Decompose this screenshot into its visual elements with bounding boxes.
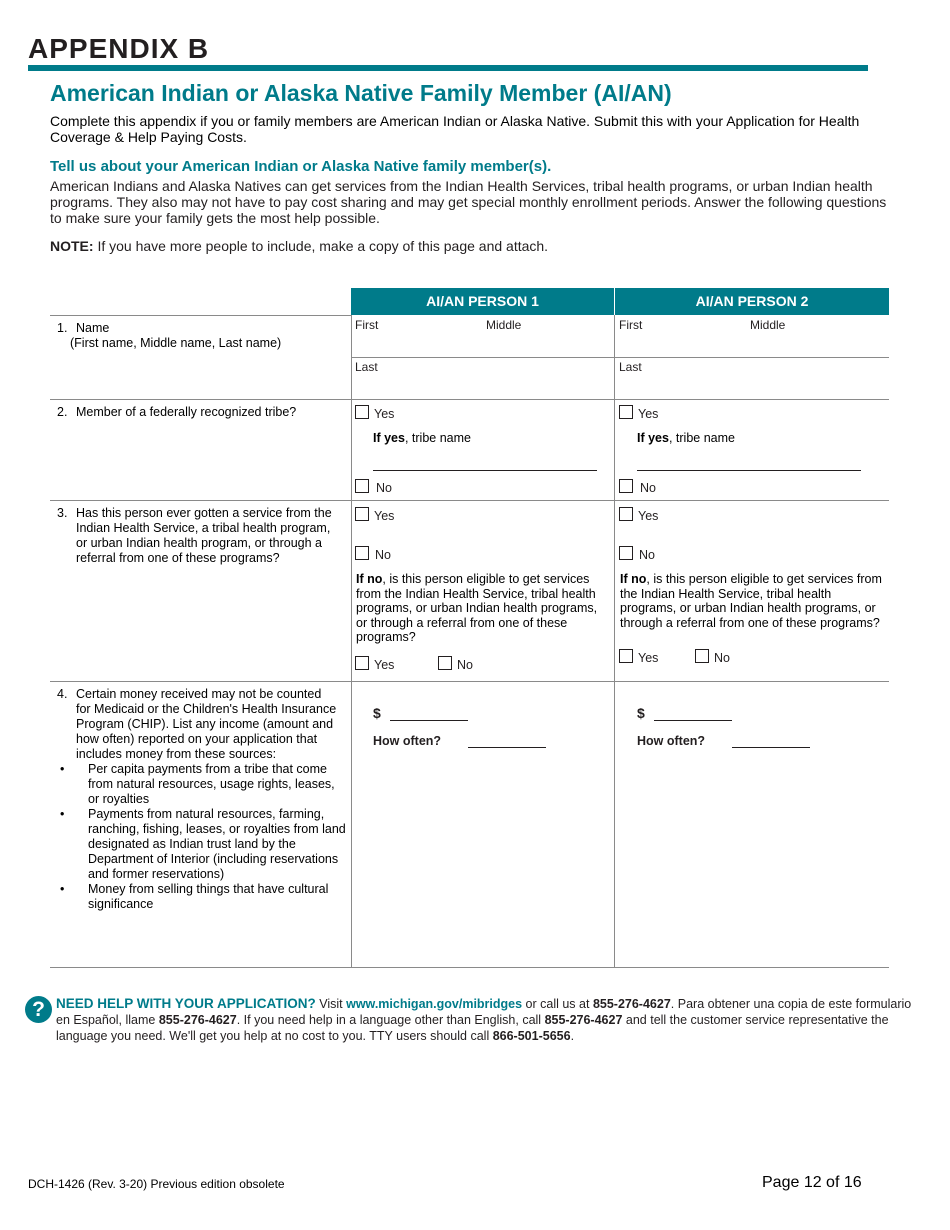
table-rule — [50, 315, 351, 316]
tribe-member-yes-checkbox[interactable] — [619, 405, 633, 419]
how-often-label: How often? — [637, 734, 706, 748]
column-header-person-2: AI/AN PERSON 2 — [615, 288, 889, 315]
income-source-list — [57, 762, 347, 912]
ihs-service-no-checkbox[interactable] — [355, 546, 369, 560]
person-2-how-often-input[interactable] — [732, 730, 810, 747]
eligible-yes-checkbox[interactable] — [619, 649, 633, 663]
person-1-how-often-input[interactable] — [468, 730, 546, 747]
help-tty-phone: 866-501-5656 — [492, 1029, 571, 1043]
yes-label: Yes — [374, 407, 395, 421]
middle-name-label: Middle — [750, 318, 786, 332]
yes-label: Yes — [638, 407, 659, 421]
column-divider — [614, 315, 615, 967]
table-rule — [50, 681, 889, 682]
table-rule — [351, 357, 889, 358]
question-number: 2. — [57, 405, 68, 419]
question-text: Has this person ever gotten a service from the Indian Health Service, a tribal health program, or urban Indian health program, or through a referral from one of these programs? — [76, 506, 332, 565]
if-yes-text — [373, 431, 471, 446]
column-header-person-1: AI/AN PERSON 1 — [351, 288, 614, 315]
page-number: Page 12 of 16 — [762, 1174, 862, 1191]
tribe-member-no-checkbox[interactable] — [355, 479, 369, 493]
if-yes-bold: If yes — [637, 431, 669, 445]
help-section — [56, 996, 916, 1044]
help-call: or call us at — [522, 997, 593, 1011]
no-label: No — [375, 548, 391, 562]
eligible-no-checkbox[interactable] — [438, 656, 452, 670]
list-item: • Payments from natural resources, farming, ranching, fishing, leases, or royalties from land designated as Indian trust land by the Department of Interior (including reservations and former reservations) — [57, 807, 347, 882]
middle-name-label: Middle — [486, 318, 522, 332]
intro-text: Complete this appendix if you or family members are American Indian or Alaska Native. Submit this with your Application for Health Coverage & Help Paying Costs. — [50, 113, 860, 145]
last-name-label: Last — [355, 360, 378, 374]
how-often-label: How often? — [373, 734, 442, 748]
section-heading: Tell us about your American Indian or Alaska Native family member(s). — [50, 158, 552, 175]
how-often-line — [732, 747, 810, 748]
no-label: No — [457, 658, 473, 672]
dollar-sign: $ — [637, 705, 645, 721]
list-item: • Per capita payments from a tribe that come from natural resources, usage rights, leases, or royalties — [57, 762, 347, 807]
section-body: American Indians and Alaska Natives can get services from the Indian Health Services, tribal health programs, or urban Indian health programs. They also may not have to pay cost sharing and may get special monthly enrollment periods. Answer the following questions to make sure your family gets the most help possible. — [50, 178, 887, 226]
ihs-service-yes-checkbox[interactable] — [355, 507, 369, 521]
if-yes-text — [637, 431, 735, 446]
if-no-bold: If no — [356, 572, 383, 586]
person-2-last-name-field[interactable] — [615, 375, 888, 398]
no-label: No — [640, 481, 656, 495]
note-text: If you have more people to include, make a copy of this page and attach. — [93, 238, 549, 254]
list-item: • Money from selling things that have cultural significance — [57, 882, 347, 912]
person-1-amount-input[interactable] — [390, 703, 468, 720]
question-text: Name — [76, 321, 110, 335]
table-rule — [50, 500, 889, 501]
yes-label: Yes — [638, 651, 659, 665]
person-1-tribe-name-input[interactable] — [373, 452, 597, 470]
no-label: No — [714, 651, 730, 665]
person-2-first-middle-name-field[interactable] — [615, 333, 888, 356]
amount-line — [654, 720, 732, 721]
question-number: 1. — [57, 321, 68, 335]
tribe-member-no-checkbox[interactable] — [619, 479, 633, 493]
question-1 — [57, 321, 347, 361]
amount-line — [390, 720, 468, 721]
if-no-text — [356, 572, 606, 645]
help-phone: 855-276-4627 — [544, 1013, 623, 1027]
question-text: Member of a federally recognized tribe? — [76, 405, 297, 419]
if-no-rest: , is this person eligible to get services from the Indian Health Service, tribal health programs, or urban Indian health programs, or through a referral from one of these programs? — [620, 572, 882, 630]
help-phone: 855-276-4627 — [592, 997, 671, 1011]
question-text: Certain money received may not be counted for Medicaid or the Children's Health Insurance Program (CHIP). List any income (amount and how often) reported on your application that includes money from these sources: — [76, 687, 337, 761]
no-label: No — [639, 548, 655, 562]
yes-label: Yes — [374, 509, 395, 523]
eligible-no-checkbox[interactable] — [695, 649, 709, 663]
table-rule — [50, 967, 889, 968]
dollar-sign: $ — [373, 705, 381, 721]
help-other-language: . If you need help in a language other than English, call — [236, 1013, 545, 1027]
form-id: DCH-1426 (Rev. 3-20) Previous edition obsolete — [28, 1177, 285, 1191]
yes-label: Yes — [374, 658, 395, 672]
first-name-label: First — [619, 318, 643, 332]
ihs-service-no-checkbox[interactable] — [619, 546, 633, 560]
how-often-line — [468, 747, 546, 748]
person-2-amount-input[interactable] — [654, 703, 732, 720]
ihs-service-yes-checkbox[interactable] — [619, 507, 633, 521]
mibridges-link[interactable]: www.michigan.gov/mibridges — [346, 997, 523, 1011]
person-2-tribe-name-input[interactable] — [637, 452, 861, 470]
question-2 — [57, 405, 347, 425]
tribe-name-line — [637, 470, 861, 471]
question-number: 3. — [57, 506, 68, 520]
page-title: American Indian or Alaska Native Family Member (AI/AN) — [50, 80, 672, 106]
if-no-rest: , is this person eligible to get services from the Indian Health Service, tribal health programs, or urban Indian health programs, or through a referral from one of these programs? — [356, 572, 598, 644]
note-label: NOTE: — [50, 238, 94, 254]
question-4 — [57, 687, 349, 927]
help-spanish: . Para obtener una copia de este formulario en Español, llame — [56, 997, 912, 1027]
help-rep: and tell the customer service representative the language you need. We'll get you help at no cost to you. TTY users should call — [56, 1013, 889, 1043]
tribe-name-line — [373, 470, 597, 471]
help-visit: Visit — [315, 997, 347, 1011]
note — [50, 238, 548, 254]
yes-label: Yes — [638, 509, 659, 523]
if-no-text — [620, 572, 886, 630]
help-question-icon: ? — [25, 996, 52, 1023]
help-end: . — [570, 1029, 575, 1043]
appendix-title: APPENDIX B — [28, 33, 210, 64]
question-3 — [57, 506, 342, 576]
table-rule — [50, 399, 889, 400]
if-yes-rest: , tribe name — [404, 431, 471, 445]
help-phone: 855-276-4627 — [158, 1013, 237, 1027]
eligible-yes-checkbox[interactable] — [355, 656, 369, 670]
question-number: 4. — [57, 687, 68, 701]
if-yes-bold: If yes — [373, 431, 405, 445]
if-no-bold: If no — [620, 572, 647, 586]
question-subtext: (First name, Middle name, Last name) — [70, 336, 282, 350]
person-1-last-name-field[interactable] — [352, 375, 613, 398]
first-name-label: First — [355, 318, 379, 332]
person-1-first-middle-name-field[interactable] — [352, 333, 613, 356]
last-name-label: Last — [619, 360, 642, 374]
help-heading: NEED HELP WITH YOUR APPLICATION? — [56, 996, 316, 1011]
header-rule — [28, 65, 868, 71]
tribe-member-yes-checkbox[interactable] — [355, 405, 369, 419]
no-label: No — [376, 481, 392, 495]
if-yes-rest: , tribe name — [668, 431, 735, 445]
column-divider — [351, 315, 352, 967]
